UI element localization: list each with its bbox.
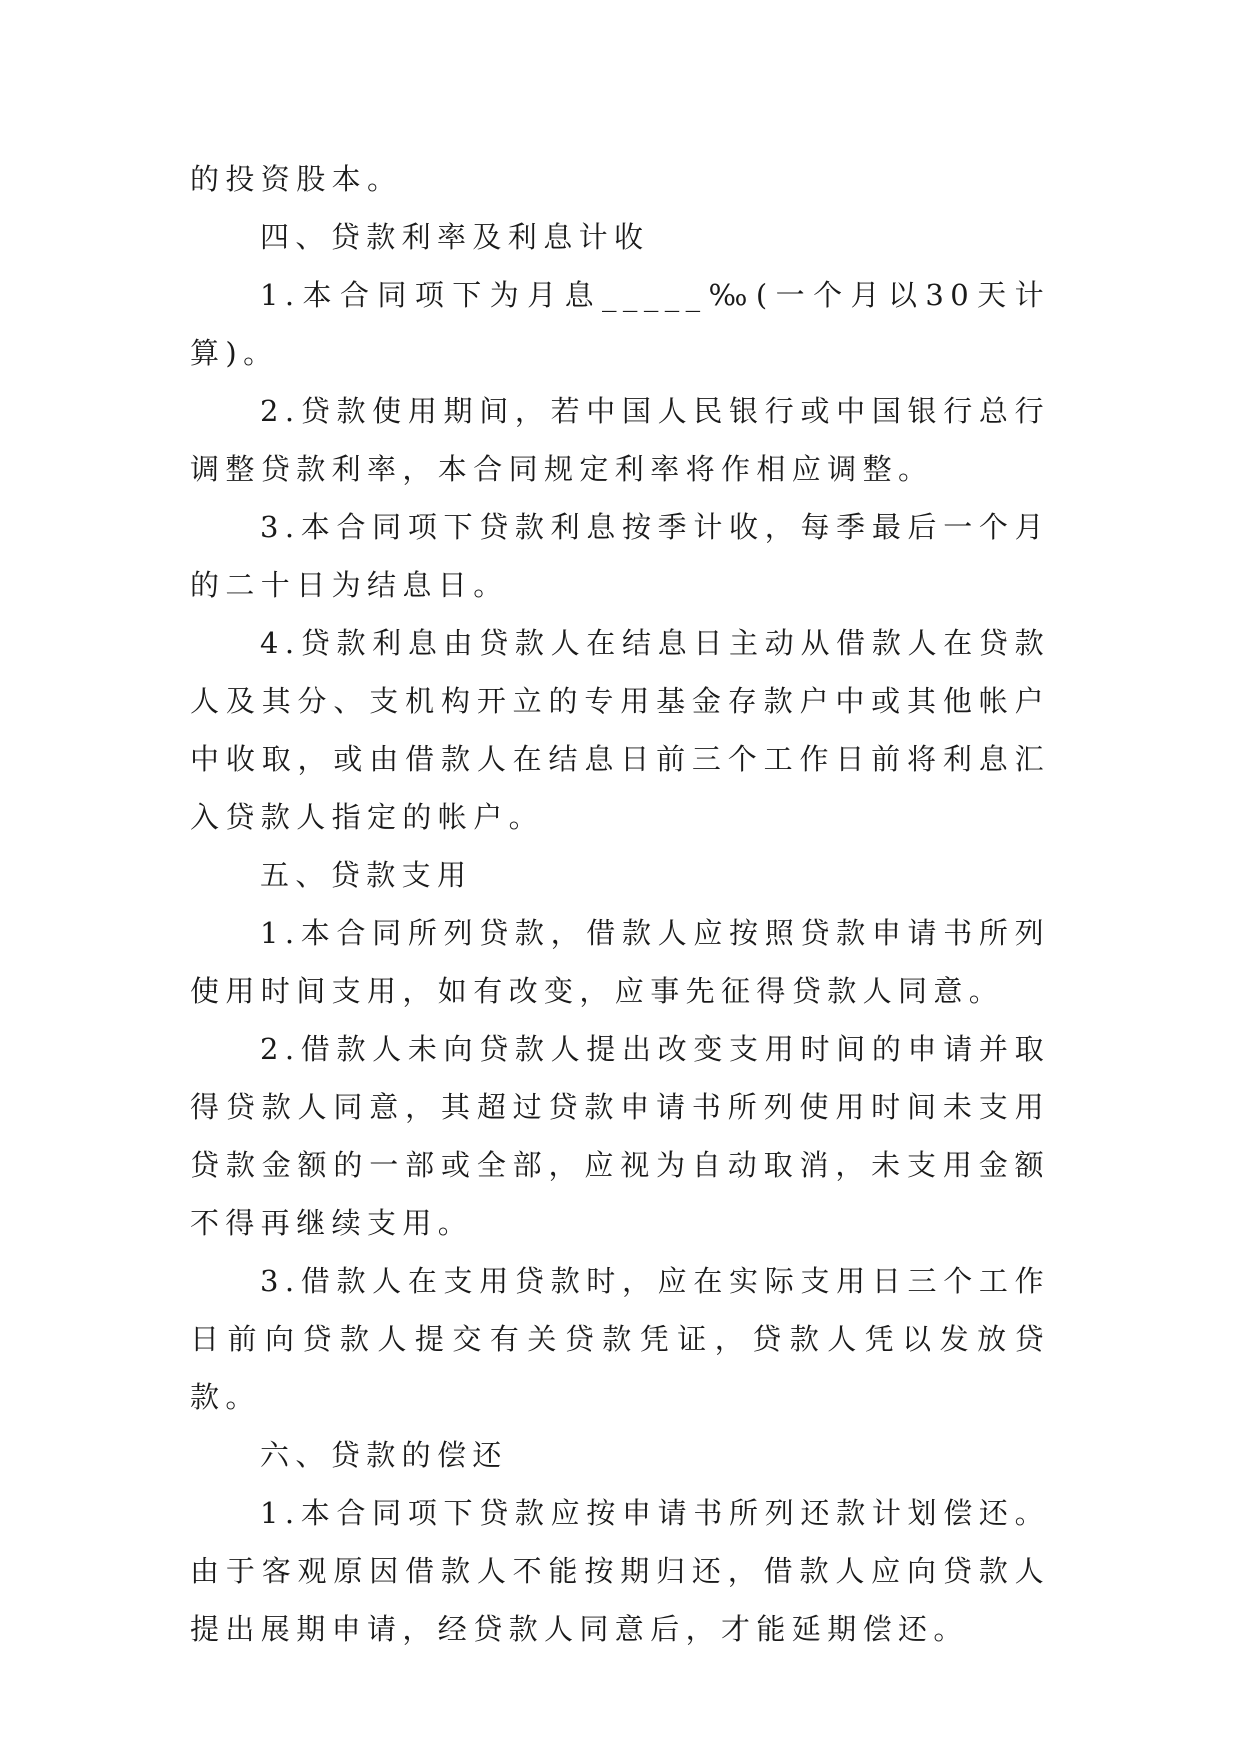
clause-4-1: 1.本合同项下为月息_____‰(一个月以30天计算)。 — [190, 278, 1050, 370]
clause-4-2: 2.贷款使用期间，若中国人民银行或中国银行总行调整贷款利率，本合同规定利率将作相应调整。 — [190, 394, 1050, 486]
section-heading-repayment: 六、贷款的偿还 — [260, 1438, 508, 1472]
document-page — [190, 150, 1050, 1658]
clause-5-2: 2.借款人未向贷款人提出改变支用时间的申请并取得贷款人同意，其超过贷款申请书所列使用时间未支用贷款金额的一部或全部，应视为自动取消，未支用金额不得再继续支用。 — [190, 1032, 1050, 1240]
paragraph-continuation: 的投资股本。 — [190, 162, 403, 196]
clause-6-1: 1.本合同项下贷款应按申请书所列还款计划偿还。由于客观原因借款人不能按期归还，借款人应向贷款人提出展期申请，经贷款人同意后，才能延期偿还。 — [190, 1496, 1050, 1646]
clause-4-3: 3.本合同项下贷款利息按季计收，每季最后一个月的二十日为结息日。 — [190, 510, 1050, 602]
clause-5-3: 3.借款人在支用贷款时，应在实际支用日三个工作日前向贷款人提交有关贷款凭证，贷款人凭以发放贷款。 — [190, 1264, 1050, 1414]
clause-5-1: 1.本合同所列贷款，借款人应按照贷款申请书所列使用时间支用，如有改变，应事先征得贷款人同意。 — [190, 916, 1050, 1008]
section-heading-disbursement: 五、贷款支用 — [260, 858, 473, 892]
section-heading-interest: 四、贷款利率及利息计收 — [260, 220, 650, 254]
clause-4-4: 4.贷款利息由贷款人在结息日主动从借款人在贷款人及其分、支机构开立的专用基金存款户中或其他帐户中收取，或由借款人在结息日前三个工作日前将利息汇入贷款人指定的帐户。 — [190, 626, 1050, 834]
